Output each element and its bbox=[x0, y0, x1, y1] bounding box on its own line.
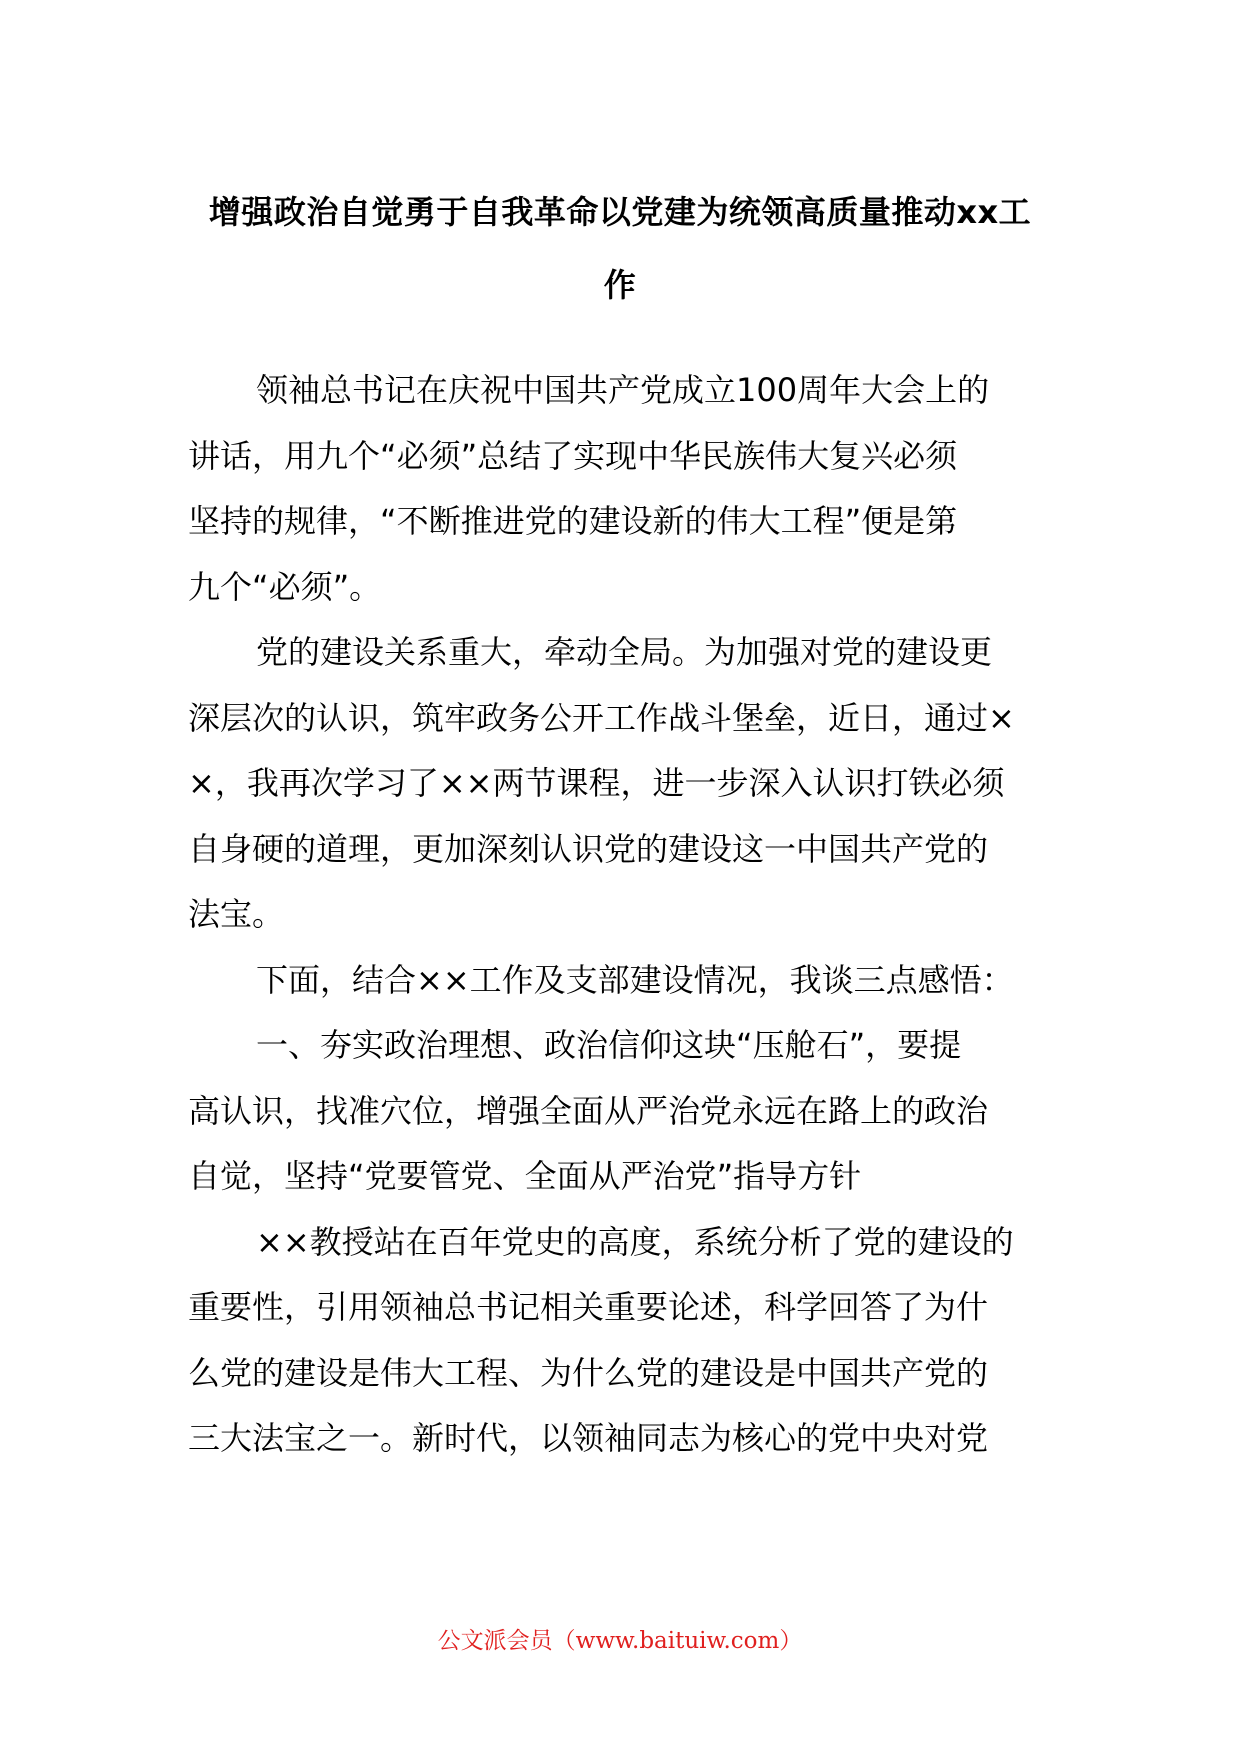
paragraph-line: 三大法宝之一。新时代，以领袖同志为核心的党中央对党 bbox=[188, 1419, 989, 1457]
paragraph-line: 九个“必须”。 bbox=[188, 567, 382, 606]
title-line: 作 bbox=[603, 266, 637, 304]
section-heading-line: 一、夯实政治理想、政治信仰这块“压舱石”，要提 bbox=[256, 1026, 962, 1064]
section-heading-line: 自觉，坚持“党要管党、全面从严治党”指导方针 bbox=[188, 1157, 862, 1195]
title-line: 增强政治自觉勇于自我革命以党建为统领高质量推动xx工 bbox=[208, 193, 1032, 231]
document-title bbox=[180, 176, 1060, 322]
paragraph-line: 领袖总书记在庆祝中国共产党成立100周年大会上的 bbox=[256, 371, 990, 409]
document-body bbox=[188, 358, 1068, 1472]
paragraph-line: 党的建设关系重大，牵动全局。为加强对党的建设更 bbox=[256, 633, 993, 671]
paragraph-line: 讲话，用九个“必须”总结了实现中华民族伟大复兴必须 bbox=[188, 436, 958, 475]
paragraph-line: 么党的建设是伟大工程、为什么党的建设是中国共产党的 bbox=[188, 1353, 989, 1392]
footer-watermark: 公文派会员（www.baituiw.com） bbox=[437, 1628, 803, 1654]
paragraph-line: 深层次的认识，筑牢政务公开工作战斗堡垒，近日，通过× bbox=[188, 698, 1015, 737]
section-heading-line: 高认识，找准穴位，增强全面从严治党永远在路上的政治 bbox=[188, 1091, 989, 1130]
paragraph-line: 自身硬的道理，更加深刻认识党的建设这一中国共产党的 bbox=[188, 829, 989, 868]
paragraph-line: ×，我再次学习了××两节课程，进一步深入认识打铁必须 bbox=[188, 764, 1005, 802]
paragraph-line: 下面，结合××工作及支部建设情况，我谈三点感悟： bbox=[256, 960, 1014, 999]
paragraph-line: ××教授站在百年党史的高度，系统分析了党的建设的 bbox=[256, 1222, 1014, 1261]
paragraph-line: 法宝。 bbox=[188, 895, 285, 933]
paragraph-line: 重要性，引用领袖总书记相关重要论述，科学回答了为什 bbox=[188, 1288, 989, 1326]
paragraph-line: 坚持的规律，“不断推进党的建设新的伟大工程”便是第 bbox=[188, 502, 958, 540]
